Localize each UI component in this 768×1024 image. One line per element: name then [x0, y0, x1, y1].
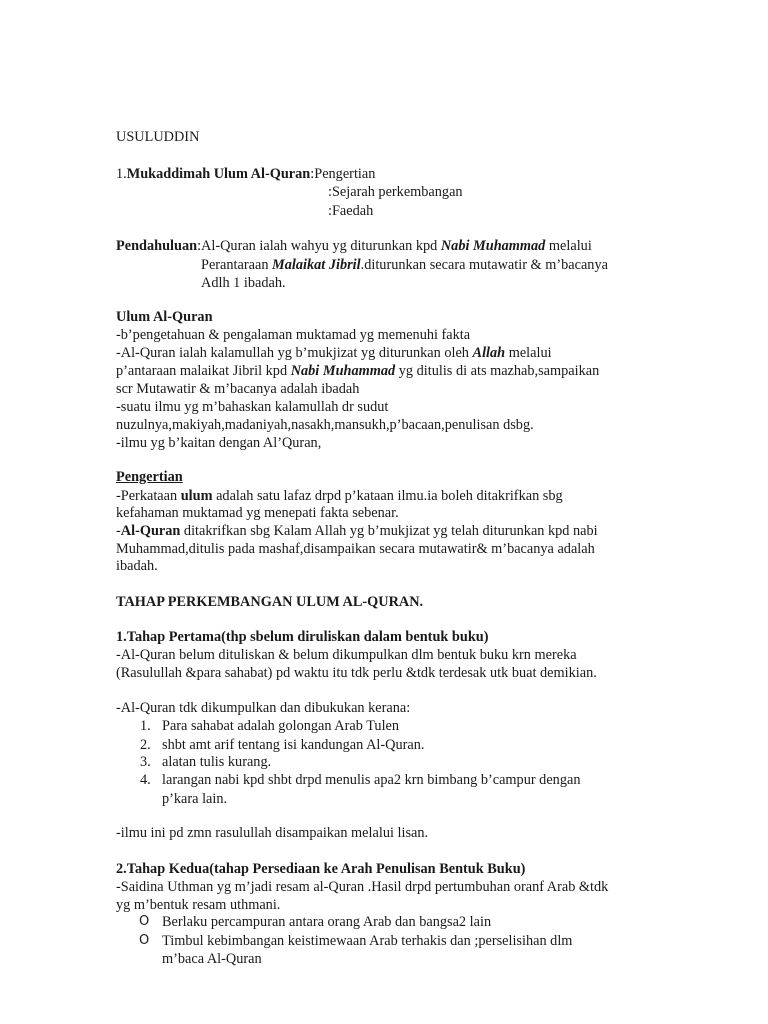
ulum-line: -ilmu yg b’kaitan dengan Al’Quran, [116, 435, 322, 451]
text-run: ditakrifkan sbg Kalam Allah yg b’mukjizat yg telah diturunkan kpd nabi [180, 523, 598, 539]
tahap-2-title: 2.Tahap Kedua(tahap Persediaan ke Arah Penulisan Bentuk Buku) [116, 861, 526, 877]
document-heading: USULUDDIN [116, 129, 200, 145]
section-item: :Sejarah perkembangan [328, 184, 463, 200]
pengertian-line [116, 522, 598, 540]
ulum-line: -b’pengetahuan & pengalaman muktamad yg memenuhi fakta [116, 327, 471, 343]
list-number: 3. [140, 754, 151, 770]
emphasis: Nabi Muhammad [440, 238, 546, 254]
tahap-1-line: -ilmu ini pd zmn rasulullah disampaikan melalui lisan. [116, 825, 429, 841]
tahap-1-line: (Rasulullah &para sahabat) pd waktu itu tdk perlu &tdk terdesak utk buat demikian. [116, 665, 597, 681]
pengertian-line: ibadah. [116, 558, 158, 574]
tahap-1-line: -Al-Quran tdk dikumpulkan dan dibukukan kerana: [116, 700, 411, 716]
emphasis: Al-Quran [120, 523, 181, 539]
tahap-title: TAHAP PERKEMBANGAN ULUM AL-QURAN. [116, 594, 424, 610]
emphasis: ulum [180, 488, 213, 504]
text-run: melalui [505, 345, 552, 361]
list-item: alatan tulis kurang. [162, 754, 272, 770]
bullet-item-continued: m’baca Al-Quran [162, 951, 262, 967]
pendahuluan-line-2 [201, 256, 608, 274]
text-run: :Al-Quran ialah wahyu yg diturunkan kpd [197, 238, 441, 254]
section-item: :Faedah [328, 203, 374, 219]
emphasis: Allah [472, 345, 506, 361]
pengertian-line: Muhammad,ditulis pada mashaf,disampaikan secara mutawatir& m’bacanya adalah [116, 541, 595, 557]
text-run: Perantaraan [201, 257, 273, 273]
section-title: Mukaddimah Ulum Al-Quran [126, 166, 311, 182]
pengertian-title: Pengertian [116, 469, 183, 485]
text-run: -Perkataan [116, 488, 181, 504]
list-item: shbt amt arif tentang isi kandungan Al-Quran. [162, 737, 425, 753]
pendahuluan-line-3: Adlh 1 ibadah. [201, 275, 286, 291]
list-item: larangan nabi kpd shbt drpd menulis apa2 krn bimbang b’campur dengan [162, 772, 581, 788]
text-run: adalah satu lafaz drpd p’kataan ilmu.ia boleh ditakrifkan sbg [212, 488, 563, 504]
list-number: 1. [140, 718, 151, 734]
bullet-item: Timbul kebimbangan keistimewaan Arab terhakis dan ;perselisihan dlm [162, 933, 573, 949]
ulum-line [116, 344, 552, 362]
pengertian-line: kefahaman muktamad yg menepati fakta sebenar. [116, 505, 399, 521]
text-run: - [116, 523, 121, 539]
list-number: 4. [140, 772, 151, 788]
emphasis: Nabi Muhammad [290, 363, 396, 379]
text-run: -Al-Quran ialah kalamullah yg b’mukjizat yg diturunkan oleh [116, 345, 473, 361]
text-run: p’antaraan malaikat Jibril kpd [116, 363, 291, 379]
pendahuluan-line-1 [116, 237, 592, 255]
tahap-2-line: -Saidina Uthman yg m’jadi resam al-Quran .Hasil drpd pertumbuhan oranf Arab &tdk [116, 879, 609, 895]
tahap-1-title: 1.Tahap Pertama(thp sbelum diruliskan dalam bentuk buku) [116, 629, 489, 645]
list-item: Para sahabat adalah golongan Arab Tulen [162, 718, 400, 734]
section-number: 1. [116, 166, 127, 182]
ulum-line: -suatu ilmu yg m’bahaskan kalamullah dr sudut [116, 399, 389, 415]
text-run: yg ditulis di ats mazhab,sampaikan [395, 363, 600, 379]
section-1-line [116, 165, 375, 183]
list-number: 2. [140, 737, 151, 753]
ulum-line: scr Mutawatir & m’bacanya adalah ibadah [116, 381, 360, 397]
pendahuluan-label: Pendahuluan [116, 238, 198, 254]
bullet-icon: O [139, 933, 150, 948]
tahap-2-line: yg m’bentuk resam uthmani. [116, 897, 281, 913]
ulum-line [116, 362, 599, 380]
list-item-continued: p’kara lain. [162, 791, 228, 807]
emphasis: Malaikat Jibril [272, 257, 361, 273]
ulum-line: nuzulnya,makiyah,madaniyah,nasakh,mansukh,p’bacaan,penulisan dsbg. [116, 417, 534, 433]
ulum-title: Ulum Al-Quran [116, 309, 213, 325]
pengertian-line [116, 487, 563, 505]
bullet-icon: O [139, 914, 150, 929]
section-item: :Pengertian [310, 166, 376, 182]
bullet-item: Berlaku percampuran antara orang Arab dan bangsa2 lain [162, 914, 492, 930]
tahap-1-line: -Al-Quran belum dituliskan & belum dikumpulkan dlm bentuk buku krn mereka [116, 647, 577, 663]
text-run: melalui [545, 238, 592, 254]
text-run: .diturunkan secara mutawatir & m’bacanya [360, 257, 608, 273]
